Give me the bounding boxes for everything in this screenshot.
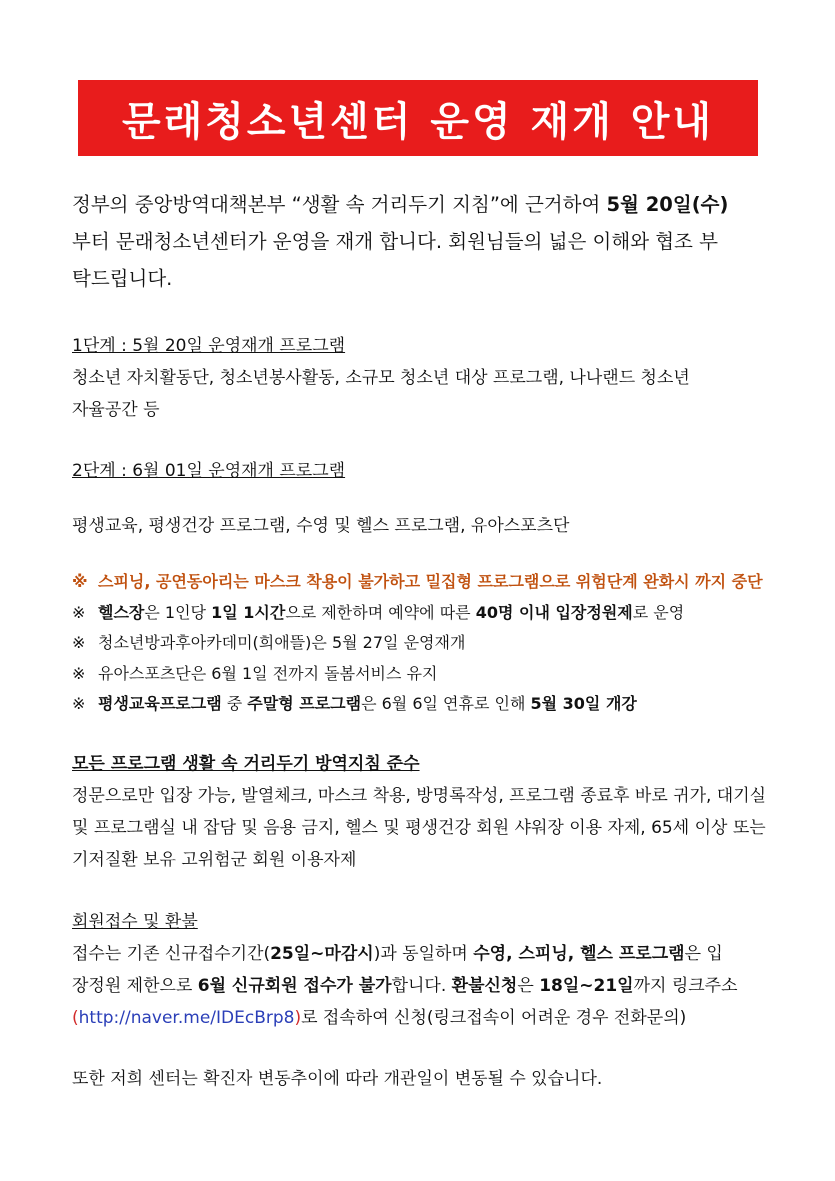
stage2-section [72, 455, 766, 487]
intro-paragraph [72, 186, 766, 297]
notice-mark: ※ [72, 602, 86, 622]
notice-item: ※ 평생교육프로그램 중 주말형 프로그램은 6월 6일 연휴로 인해 5월 30일 개강 [72, 689, 766, 720]
notice-mark: ※ [72, 633, 86, 652]
notice-spinning: 스피닝, 공연동아리는 마스크 착용이 불가하고 밀집형 프로그램으로 위험단계 완화시 까지 중단 [98, 572, 763, 591]
membership-section: 회원접수 및 환불 접수는 기존 신규접수기간(25일~마감시)과 동일하며 수영, 스피닝, 헬스 프로그램은 입 장정원 제한으로 6월 신규회원 접수가 불가합니다. 환불신청은 18일~21일까지 링크주소 (http://naver.me/IDEcBrp8)로 접속하여 신청(링크접속이 어려운 경우 전화문의) [72, 906, 766, 1034]
distancing-line-3: 기저질환 보유 고위험군 회원 이용자제 [72, 850, 357, 870]
refund-link[interactable]: http://naver.me/IDEcBrp8 [78, 1008, 295, 1028]
intro-text-1: 정부의 중앙방역대책본부 “생활 속 거리두기 지침”에 근거하여 [72, 193, 607, 216]
distancing-section [72, 748, 766, 876]
stage2-line-1: 평생교육, 평생건강 프로그램, 수영 및 헬스 프로그램, 유아스포츠단 [72, 516, 570, 536]
notice-item: ※ 헬스장은 1인당 1일 1시간으로 제한하며 예약에 따른 40명 이내 입장정원제로 운영 [72, 598, 766, 629]
membership-heading: 회원접수 및 환불 [72, 912, 198, 932]
page-title: 문래청소년센터 운영 재개 안내 [121, 98, 715, 145]
stage1-line-1: 청소년 자치활동단, 청소년봉사활동, 소규모 청소년 대상 프로그램, 나나랜드 청소년 [72, 368, 690, 388]
notice-item: ※ 유아스포츠단은 6월 1일 전까지 돌봄서비스 유지 [72, 659, 766, 690]
closing-text: 또한 저희 센터는 확진자 변동추이에 따라 개관일이 변동될 수 있습니다. [72, 1069, 603, 1089]
reopen-date: 5월 20일(수) [606, 193, 729, 216]
stage1-section [72, 330, 766, 426]
title-banner [78, 80, 758, 156]
stage1-heading: 1단계 : 5월 20일 운영재개 프로그램 [72, 336, 346, 356]
distancing-line-1: 정문으로만 입장 가능, 발열체크, 마스크 착용, 방명록작성, 프로그램 종료후 바로 귀가, 대기실 [72, 786, 767, 806]
stage2-body [72, 510, 766, 542]
closing-section [72, 1063, 766, 1095]
distancing-heading: 모든 프로그램 생활 속 거리두기 방역지침 준수 [72, 754, 420, 774]
intro-text-2: 부터 문래청소년센터가 운영을 재개 합니다. 회원님들의 넓은 이해와 협조 부 [72, 230, 718, 253]
notice-item [72, 567, 766, 598]
notice-list [72, 567, 766, 720]
distancing-line-2: 및 프로그램실 내 잡담 및 음용 금지, 헬스 및 평생건강 회원 샤워장 이용 자제, 65세 이상 또는 [72, 818, 766, 838]
stage1-line-2: 자율공간 등 [72, 400, 160, 420]
stage2-heading: 2단계 : 6월 01일 운영재개 프로그램 [72, 461, 346, 481]
notice-item: ※ 청소년방과후아카데미(희애뜰)은 5월 27일 운영재개 [72, 628, 766, 659]
notice-mark: ※ [72, 572, 88, 591]
notice-mark: ※ [72, 663, 86, 683]
notice-mark: ※ [72, 694, 86, 713]
intro-text-3: 탁드립니다. [72, 267, 173, 290]
